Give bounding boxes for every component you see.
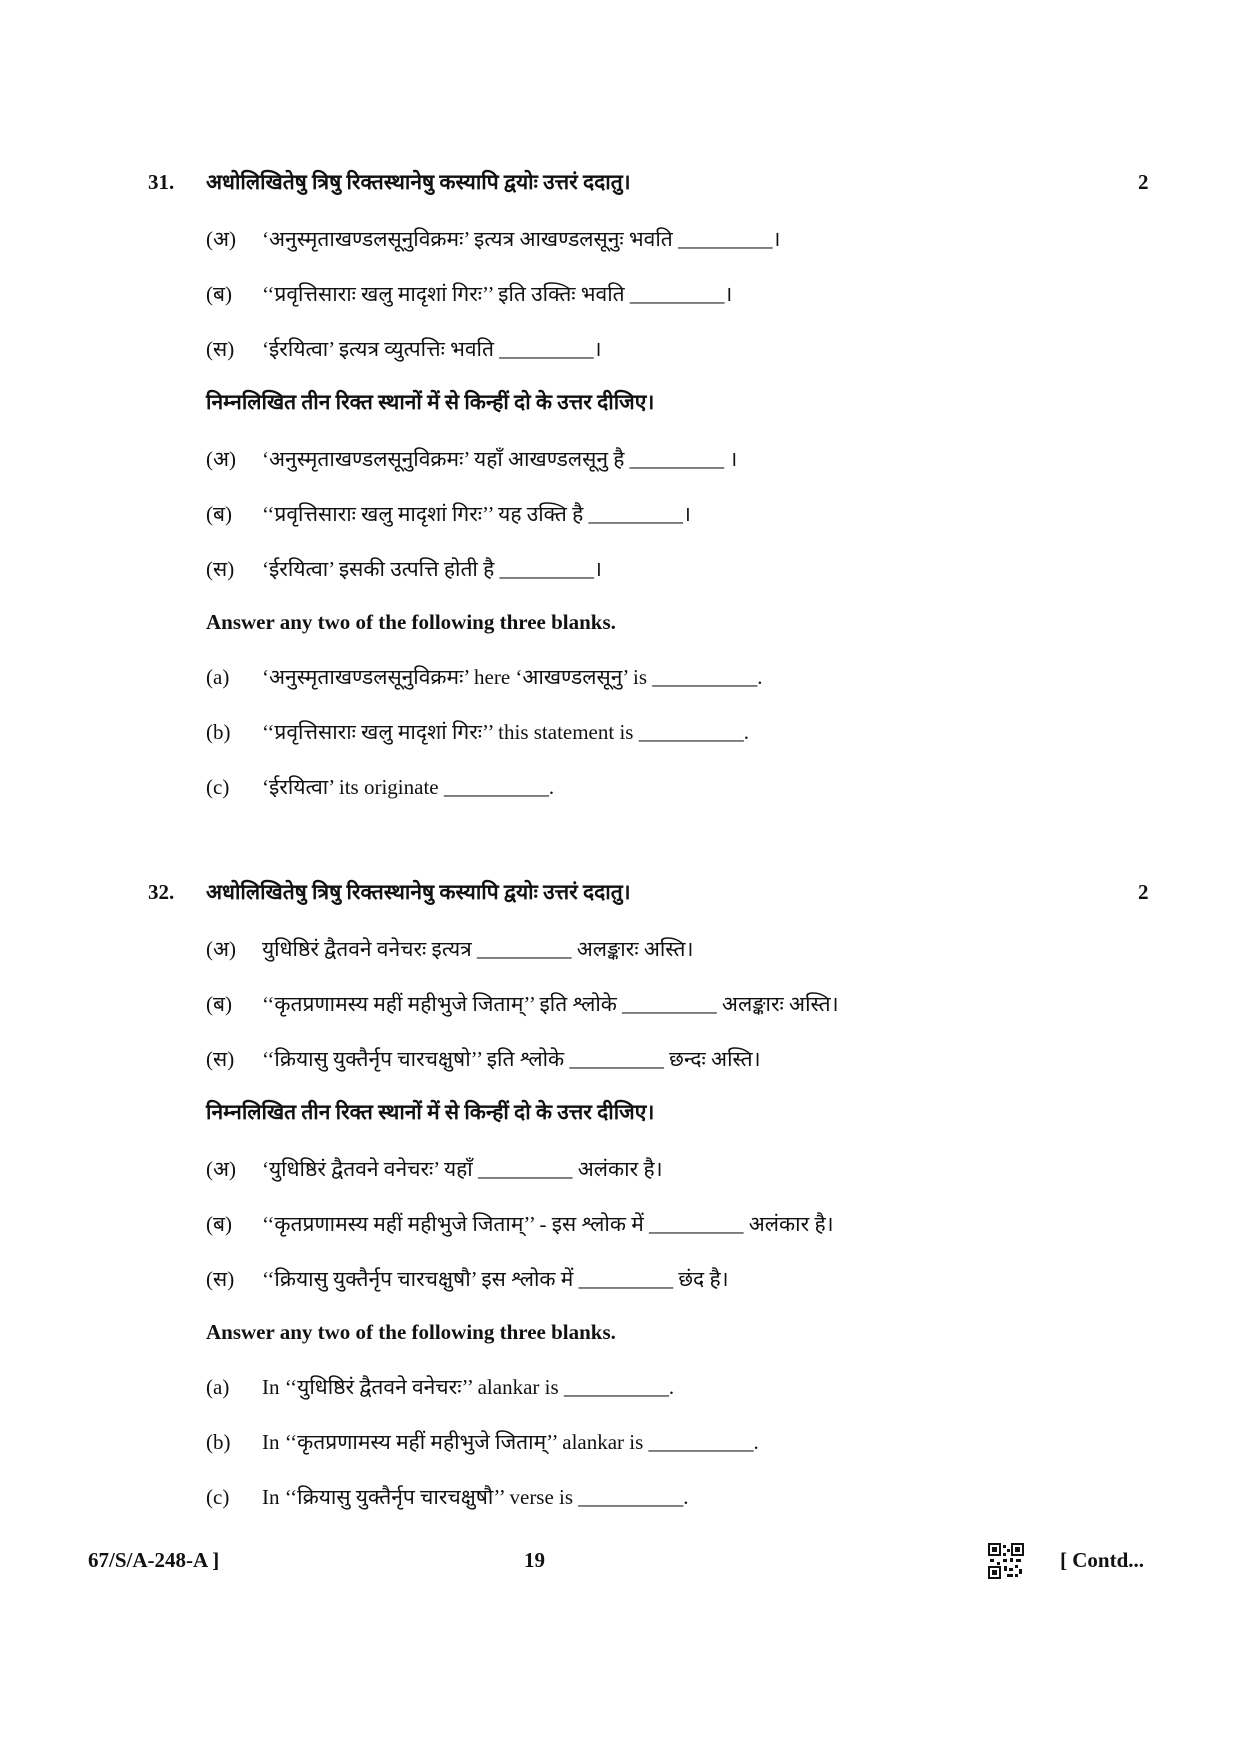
item-text: ‘अनुस्मृताखण्डलसूनुविक्रमः’ here ‘आखण्डलसूनु’ is __________. xyxy=(262,665,763,689)
hindi-instruction: निम्नलिखित तीन रिक्त स्थानों में से किन्हीं दो के उत्तर दीजिए। xyxy=(206,1100,655,1124)
item-text: ‘‘कृतप्रणामस्य महीं महीभुजे जिताम्’’ इति श्लोके _________ अलङ्कारः अस्ति। xyxy=(262,992,839,1016)
item-label: (स) xyxy=(206,557,235,581)
item-label: (b) xyxy=(206,720,231,744)
item-text: ‘‘क्रियासु युक्तैर्नृप चारचक्षुषो’’ इति श्लोके _________ छन्दः अस्ति। xyxy=(262,1047,761,1071)
item-text: ‘ईरयित्वा’ its originate __________. xyxy=(262,775,555,799)
item-text: ‘‘प्रवृत्तिसाराः खलु मादृशां गिरः’’ इति उक्तिः भवति _________। xyxy=(262,282,733,306)
paper-code: 67/S/A-248-A ] xyxy=(88,1548,220,1572)
continued-label: [ Contd... xyxy=(1060,1548,1145,1572)
item-text: ‘ईरयित्वा’ इत्यत्र व्युत्पत्तिः भवति _________। xyxy=(262,337,602,361)
english-instruction: Answer any two of the following three blanks. xyxy=(206,1320,616,1344)
item-text: In ‘‘क्रियासु युक्तैर्नृप चारचक्षुषौ’’ verse is __________. xyxy=(262,1485,689,1509)
question-title: अधोलिखितेषु त्रिषु रिक्तस्थानेषु कस्यापि द्वयोः उत्तरं ददातु। xyxy=(206,170,631,194)
hindi-instruction: निम्नलिखित तीन रिक्त स्थानों में से किन्हीं दो के उत्तर दीजिए। xyxy=(206,390,655,414)
item-label: (a) xyxy=(206,665,230,689)
item-text: युधिष्ठिरं द्वैतवने वनेचरः इत्यत्र _________ अलङ्कारः अस्ति। xyxy=(262,937,694,961)
item-label: (c) xyxy=(206,775,230,799)
item-text: ‘अनुस्मृताखण्डलसूनुविक्रमः’ यहाँ आखण्डलसूनु है _________ । xyxy=(262,447,738,471)
item-label: (ब) xyxy=(206,1212,232,1236)
item-text: ‘युधिष्ठिरं द्वैतवने वनेचरः’ यहाँ _________ अलंकार है। xyxy=(262,1157,663,1181)
english-instruction: Answer any two of the following three blanks. xyxy=(206,610,616,634)
item-label: (ब) xyxy=(206,992,232,1016)
item-label: (a) xyxy=(206,1375,230,1399)
item-text: In ‘‘युधिष्ठिरं द्वैतवने वनेचरः’’ alankar is __________. xyxy=(262,1375,675,1399)
item-label: (ब) xyxy=(206,282,232,306)
item-label: (अ) xyxy=(206,1157,237,1181)
question-number: 31. xyxy=(148,170,175,194)
item-label: (c) xyxy=(206,1485,230,1509)
qr-code-icon xyxy=(988,1543,1024,1579)
item-text: ‘‘कृतप्रणामस्य महीं महीभुजे जिताम्’’ - इस श्लोक में _________ अलंकार है। xyxy=(262,1212,834,1236)
item-text: In ‘‘कृतप्रणामस्य महीं महीभुजे जिताम्’’ alankar is __________. xyxy=(262,1430,759,1454)
question-number: 32. xyxy=(148,880,175,904)
item-text: ‘‘क्रियासु युक्तैर्नृप चारचक्षुषौ’ इस श्लोक में _________ छंद है। xyxy=(262,1267,729,1291)
item-label: (स) xyxy=(206,1047,235,1071)
item-label: (ब) xyxy=(206,502,232,526)
item-label: (अ) xyxy=(206,937,237,961)
item-text: ‘‘प्रवृत्तिसाराः खलु मादृशां गिरः’’ this statement is __________. xyxy=(262,720,749,744)
item-label: (b) xyxy=(206,1430,231,1454)
question-title: अधोलिखितेषु त्रिषु रिक्तस्थानेषु कस्यापि द्वयोः उत्तरं ददातु। xyxy=(206,880,631,904)
item-label: (अ) xyxy=(206,227,237,251)
question-marks: 2 xyxy=(1138,880,1149,904)
item-text: ‘अनुस्मृताखण्डलसूनुविक्रमः’ इत्यत्र आखण्डलसूनुः भवति _________। xyxy=(262,227,781,251)
question-marks: 2 xyxy=(1138,170,1149,194)
item-label: (स) xyxy=(206,337,235,361)
page-number: 19 xyxy=(524,1548,545,1572)
item-label: (स) xyxy=(206,1267,235,1291)
item-text: ‘‘प्रवृत्तिसाराः खलु मादृशां गिरः’’ यह उक्ति है _________। xyxy=(262,502,692,526)
item-text: ‘ईरयित्वा’ इसकी उत्पत्ति होती है _________। xyxy=(262,557,602,581)
item-label: (अ) xyxy=(206,447,237,471)
